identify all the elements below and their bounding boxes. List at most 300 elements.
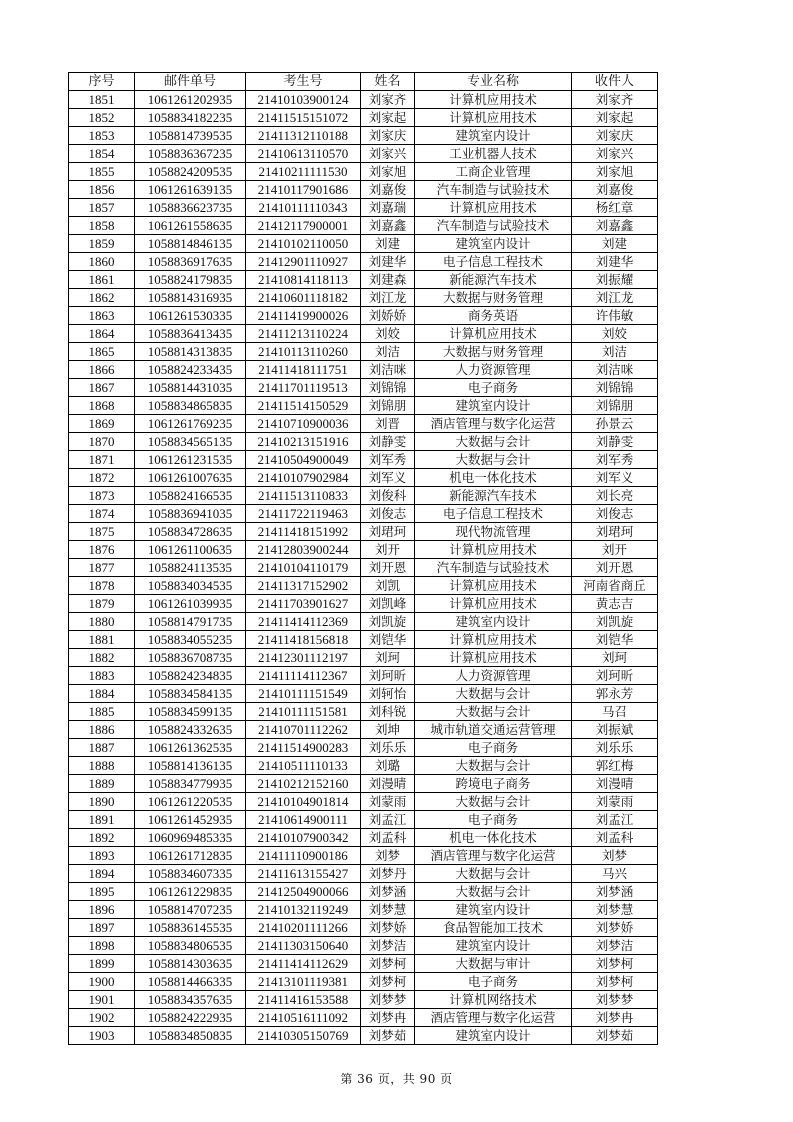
cell-name: 刘俊科 — [361, 487, 415, 505]
cell-name: 刘璐 — [361, 757, 415, 775]
cell-exam-number: 21410117901686 — [246, 181, 361, 199]
cell-exam-number: 21410516111092 — [246, 1009, 361, 1027]
cell-major: 建筑室内设计 — [415, 937, 572, 955]
cell-major: 大数据与会计 — [415, 685, 572, 703]
cell-major: 电子信息工程技术 — [415, 505, 572, 523]
cell-exam-number: 21412504900066 — [246, 883, 361, 901]
cell-mail-number: 1058836623735 — [135, 199, 246, 217]
table-row — [69, 199, 658, 217]
table-row — [69, 955, 658, 973]
cell-name: 刘梦冉 — [361, 1009, 415, 1027]
cell-mail-number: 1061261530335 — [135, 307, 246, 325]
cell-mail-number: 1058824113535 — [135, 559, 246, 577]
table-row — [69, 397, 658, 415]
cell-recipient: 刘家起 — [572, 109, 658, 127]
cell-recipient: 马召 — [572, 703, 658, 721]
cell-mail-number: 1061261362535 — [135, 739, 246, 757]
table-row — [69, 307, 658, 325]
cell-major: 电子商务 — [415, 811, 572, 829]
cell-serial: 1872 — [69, 469, 135, 487]
cell-name: 刘江龙 — [361, 289, 415, 307]
cell-serial: 1892 — [69, 829, 135, 847]
cell-serial: 1894 — [69, 865, 135, 883]
cell-mail-number: 1058824166535 — [135, 487, 246, 505]
cell-exam-number: 21411418151992 — [246, 523, 361, 541]
cell-serial: 1856 — [69, 181, 135, 199]
cell-serial: 1875 — [69, 523, 135, 541]
cell-major: 电子信息工程技术 — [415, 253, 572, 271]
cell-major: 建筑室内设计 — [415, 613, 572, 631]
table-row — [69, 649, 658, 667]
cell-major: 计算机应用技术 — [415, 577, 572, 595]
cell-name: 刘梦柯 — [361, 973, 415, 991]
table-body — [69, 91, 658, 1045]
table-row — [69, 631, 658, 649]
cell-serial: 1857 — [69, 199, 135, 217]
cell-recipient: 刘军秀 — [572, 451, 658, 469]
cell-recipient: 刘锦朋 — [572, 397, 658, 415]
cell-exam-number: 21410511110133 — [246, 757, 361, 775]
cell-mail-number: 1058814739535 — [135, 127, 246, 145]
cell-exam-number: 21410213151916 — [246, 433, 361, 451]
cell-name: 刘娇娇 — [361, 307, 415, 325]
cell-recipient: 许伟敏 — [572, 307, 658, 325]
cell-mail-number: 1061261007635 — [135, 469, 246, 487]
cell-serial: 1866 — [69, 361, 135, 379]
cell-name: 刘乐乐 — [361, 739, 415, 757]
cell-serial: 1852 — [69, 109, 135, 127]
cell-major: 计算机应用技术 — [415, 631, 572, 649]
table-row — [69, 451, 658, 469]
table-row — [69, 433, 658, 451]
cell-recipient: 刘梦梦 — [572, 991, 658, 1009]
cell-serial: 1897 — [69, 919, 135, 937]
table-row — [69, 181, 658, 199]
cell-major: 计算机应用技术 — [415, 109, 572, 127]
cell-exam-number: 21410104901814 — [246, 793, 361, 811]
cell-mail-number: 1058836413435 — [135, 325, 246, 343]
header-serial: 序号 — [69, 73, 135, 91]
cell-mail-number: 1058814136135 — [135, 757, 246, 775]
cell-major: 电子商务 — [415, 379, 572, 397]
cell-serial: 1861 — [69, 271, 135, 289]
cell-major: 大数据与审计 — [415, 955, 572, 973]
cell-recipient: 刘嘉鑫 — [572, 217, 658, 235]
cell-mail-number: 1061261558635 — [135, 217, 246, 235]
cell-name: 刘孟江 — [361, 811, 415, 829]
table-row — [69, 343, 658, 361]
table-row — [69, 487, 658, 505]
cell-mail-number: 1058834357635 — [135, 991, 246, 1009]
cell-name: 刘梦慧 — [361, 901, 415, 919]
table-row — [69, 793, 658, 811]
cell-exam-number: 21412901110927 — [246, 253, 361, 271]
cell-recipient: 刘梦 — [572, 847, 658, 865]
cell-mail-number: 1058814846135 — [135, 235, 246, 253]
cell-recipient: 刘嘉俊 — [572, 181, 658, 199]
table-row — [69, 505, 658, 523]
table-row — [69, 739, 658, 757]
cell-serial: 1863 — [69, 307, 135, 325]
cell-serial: 1870 — [69, 433, 135, 451]
cell-exam-number: 21410710900036 — [246, 415, 361, 433]
cell-major: 城市轨道交通运营管理 — [415, 721, 572, 739]
cell-mail-number: 1058834728635 — [135, 523, 246, 541]
cell-serial: 1880 — [69, 613, 135, 631]
cell-recipient: 刘振斌 — [572, 721, 658, 739]
cell-exam-number: 21411312110188 — [246, 127, 361, 145]
cell-exam-number: 21411514150529 — [246, 397, 361, 415]
table-row — [69, 91, 658, 109]
cell-major: 工业机器人技术 — [415, 145, 572, 163]
cell-mail-number: 1061261712835 — [135, 847, 246, 865]
cell-serial: 1867 — [69, 379, 135, 397]
cell-name: 刘家起 — [361, 109, 415, 127]
table-row — [69, 667, 658, 685]
cell-recipient: 刘梦茹 — [572, 1027, 658, 1045]
header-mail-number: 邮件单号 — [135, 73, 246, 91]
table-row — [69, 991, 658, 1009]
cell-name: 刘嘉俊 — [361, 181, 415, 199]
table-row — [69, 847, 658, 865]
cell-major: 大数据与会计 — [415, 451, 572, 469]
cell-major: 计算机应用技术 — [415, 91, 572, 109]
cell-exam-number: 21410111151581 — [246, 703, 361, 721]
cell-mail-number: 1058834607335 — [135, 865, 246, 883]
cell-major: 计算机应用技术 — [415, 649, 572, 667]
cell-name: 刘俊志 — [361, 505, 415, 523]
cell-name: 刘珂昕 — [361, 667, 415, 685]
cell-exam-number: 21410701112262 — [246, 721, 361, 739]
table-row — [69, 523, 658, 541]
cell-exam-number: 21410305150769 — [246, 1027, 361, 1045]
cell-recipient: 刘珺珂 — [572, 523, 658, 541]
cell-name: 刘开恩 — [361, 559, 415, 577]
cell-name: 刘嘉瑞 — [361, 199, 415, 217]
cell-serial: 1859 — [69, 235, 135, 253]
cell-mail-number: 1061261639135 — [135, 181, 246, 199]
cell-major: 建筑室内设计 — [415, 127, 572, 145]
header-exam-number: 考生号 — [246, 73, 361, 91]
cell-name: 刘嘉鑫 — [361, 217, 415, 235]
cell-recipient: 刘长亮 — [572, 487, 658, 505]
cell-mail-number: 1061261231535 — [135, 451, 246, 469]
cell-exam-number: 21410613110570 — [246, 145, 361, 163]
cell-name: 刘梦丹 — [361, 865, 415, 883]
cell-recipient: 刘静雯 — [572, 433, 658, 451]
cell-name: 刘建森 — [361, 271, 415, 289]
cell-serial: 1902 — [69, 1009, 135, 1027]
table-row — [69, 829, 658, 847]
cell-major: 大数据与财务管理 — [415, 343, 572, 361]
cell-name: 刘坤 — [361, 721, 415, 739]
cell-name: 刘梦柯 — [361, 955, 415, 973]
cell-exam-number: 21412117900001 — [246, 217, 361, 235]
cell-exam-number: 21410132119249 — [246, 901, 361, 919]
cell-serial: 1887 — [69, 739, 135, 757]
cell-mail-number: 1058834034535 — [135, 577, 246, 595]
cell-name: 刘梦涵 — [361, 883, 415, 901]
header-recipient: 收件人 — [572, 73, 658, 91]
cell-name: 刘家兴 — [361, 145, 415, 163]
cell-major: 建筑室内设计 — [415, 397, 572, 415]
cell-serial: 1877 — [69, 559, 135, 577]
cell-recipient: 刘梦娇 — [572, 919, 658, 937]
cell-exam-number: 21412301112197 — [246, 649, 361, 667]
cell-exam-number: 21411513110833 — [246, 487, 361, 505]
table-row — [69, 595, 658, 613]
table-row — [69, 289, 658, 307]
cell-mail-number: 1058834806535 — [135, 937, 246, 955]
cell-recipient: 刘孟江 — [572, 811, 658, 829]
table-row — [69, 919, 658, 937]
cell-serial: 1884 — [69, 685, 135, 703]
cell-mail-number: 1061261452935 — [135, 811, 246, 829]
cell-major: 计算机应用技术 — [415, 199, 572, 217]
cell-major: 商务英语 — [415, 307, 572, 325]
cell-name: 刘梦梦 — [361, 991, 415, 1009]
table-row — [69, 901, 658, 919]
cell-recipient: 刘梦冉 — [572, 1009, 658, 1027]
cell-mail-number: 1061261039935 — [135, 595, 246, 613]
cell-exam-number: 21410103900124 — [246, 91, 361, 109]
table-row — [69, 253, 658, 271]
cell-exam-number: 21411515151072 — [246, 109, 361, 127]
cell-recipient: 刘建华 — [572, 253, 658, 271]
cell-recipient: 刘开恩 — [572, 559, 658, 577]
cell-name: 刘晋 — [361, 415, 415, 433]
cell-mail-number: 1058824179835 — [135, 271, 246, 289]
cell-name: 刘漫晴 — [361, 775, 415, 793]
cell-recipient: 刘孟科 — [572, 829, 658, 847]
cell-exam-number: 21411114112367 — [246, 667, 361, 685]
table-row — [69, 559, 658, 577]
cell-recipient: 刘振耀 — [572, 271, 658, 289]
cell-major: 计算机应用技术 — [415, 595, 572, 613]
cell-exam-number: 21411418156818 — [246, 631, 361, 649]
cell-serial: 1868 — [69, 397, 135, 415]
cell-recipient: 刘乐乐 — [572, 739, 658, 757]
table-row — [69, 1009, 658, 1027]
cell-serial: 1901 — [69, 991, 135, 1009]
cell-mail-number: 1058836917635 — [135, 253, 246, 271]
cell-name: 刘姣 — [361, 325, 415, 343]
cell-major: 新能源汽车技术 — [415, 487, 572, 505]
table-row — [69, 865, 658, 883]
table-row — [69, 1027, 658, 1045]
table-row — [69, 325, 658, 343]
cell-mail-number: 1058824233435 — [135, 361, 246, 379]
cell-exam-number: 21411303150640 — [246, 937, 361, 955]
cell-serial: 1865 — [69, 343, 135, 361]
cell-name: 刘洁 — [361, 343, 415, 361]
table-row — [69, 883, 658, 901]
cell-name: 刘军义 — [361, 469, 415, 487]
cell-recipient: 刘俊志 — [572, 505, 658, 523]
cell-recipient: 河南省商丘 — [572, 577, 658, 595]
cell-name: 刘轲怡 — [361, 685, 415, 703]
cell-major: 机电一体化技术 — [415, 469, 572, 487]
cell-serial: 1886 — [69, 721, 135, 739]
cell-major: 酒店管理与数字化运营 — [415, 1009, 572, 1027]
cell-mail-number: 1058824332635 — [135, 721, 246, 739]
table-row — [69, 541, 658, 559]
cell-exam-number: 21410111110343 — [246, 199, 361, 217]
cell-name: 刘孟科 — [361, 829, 415, 847]
cell-mail-number: 1061261220535 — [135, 793, 246, 811]
cell-name: 刘凯旋 — [361, 613, 415, 631]
cell-mail-number: 1058834865835 — [135, 397, 246, 415]
table-row — [69, 757, 658, 775]
cell-name: 刘锦锦 — [361, 379, 415, 397]
table-row — [69, 721, 658, 739]
cell-exam-number: 21410201111266 — [246, 919, 361, 937]
cell-mail-number: 1058836708735 — [135, 649, 246, 667]
cell-exam-number: 21410107902984 — [246, 469, 361, 487]
cell-recipient: 刘开 — [572, 541, 658, 559]
cell-recipient: 刘家庆 — [572, 127, 658, 145]
cell-exam-number: 21410601118182 — [246, 289, 361, 307]
cell-serial: 1874 — [69, 505, 135, 523]
header-row — [69, 73, 658, 91]
cell-recipient: 刘铠华 — [572, 631, 658, 649]
cell-recipient: 马兴 — [572, 865, 658, 883]
cell-mail-number: 1058834182235 — [135, 109, 246, 127]
cell-major: 计算机应用技术 — [415, 541, 572, 559]
cell-serial: 1890 — [69, 793, 135, 811]
cell-name: 刘铠华 — [361, 631, 415, 649]
cell-serial: 1878 — [69, 577, 135, 595]
cell-exam-number: 21410504900049 — [246, 451, 361, 469]
cell-recipient: 刘家旭 — [572, 163, 658, 181]
cell-major: 大数据与财务管理 — [415, 289, 572, 307]
cell-exam-number: 21410111151549 — [246, 685, 361, 703]
cell-name: 刘开 — [361, 541, 415, 559]
cell-mail-number: 1058824209535 — [135, 163, 246, 181]
cell-mail-number: 1058836941035 — [135, 505, 246, 523]
cell-serial: 1854 — [69, 145, 135, 163]
table-row — [69, 235, 658, 253]
cell-name: 刘梦 — [361, 847, 415, 865]
cell-serial: 1871 — [69, 451, 135, 469]
cell-serial: 1864 — [69, 325, 135, 343]
cell-name: 刘梦茹 — [361, 1027, 415, 1045]
cell-serial: 1899 — [69, 955, 135, 973]
cell-mail-number: 1058814707235 — [135, 901, 246, 919]
cell-exam-number: 21411419900026 — [246, 307, 361, 325]
cell-name: 刘梦娇 — [361, 919, 415, 937]
header-name: 姓名 — [361, 73, 415, 91]
table-row — [69, 361, 658, 379]
cell-recipient: 刘建 — [572, 235, 658, 253]
cell-major: 大数据与会计 — [415, 883, 572, 901]
table-row — [69, 577, 658, 595]
cell-exam-number: 21411110900186 — [246, 847, 361, 865]
cell-name: 刘家庆 — [361, 127, 415, 145]
table-row — [69, 415, 658, 433]
cell-name: 刘建华 — [361, 253, 415, 271]
cell-mail-number: 1058824222935 — [135, 1009, 246, 1027]
cell-name: 刘家齐 — [361, 91, 415, 109]
cell-exam-number: 21410102110050 — [246, 235, 361, 253]
cell-exam-number: 21410104110179 — [246, 559, 361, 577]
cell-recipient: 孙景云 — [572, 415, 658, 433]
table-row — [69, 145, 658, 163]
cell-mail-number: 1061261202935 — [135, 91, 246, 109]
cell-exam-number: 21411722119463 — [246, 505, 361, 523]
cell-name: 刘珂 — [361, 649, 415, 667]
cell-mail-number: 1058814313835 — [135, 343, 246, 361]
cell-exam-number: 21411414112369 — [246, 613, 361, 631]
page-number: 第 36 页，共 90 页 — [340, 1072, 453, 1086]
cell-name: 刘凯峰 — [361, 595, 415, 613]
cell-serial: 1883 — [69, 667, 135, 685]
cell-mail-number: 1058814303635 — [135, 955, 246, 973]
cell-mail-number: 1061261100635 — [135, 541, 246, 559]
cell-major: 计算机网络技术 — [415, 991, 572, 1009]
cell-mail-number: 1058836367235 — [135, 145, 246, 163]
cell-exam-number: 21411416153588 — [246, 991, 361, 1009]
table-row — [69, 811, 658, 829]
cell-name: 刘凯 — [361, 577, 415, 595]
cell-mail-number: 1058814466335 — [135, 973, 246, 991]
cell-recipient: 郭永芳 — [572, 685, 658, 703]
cell-serial: 1851 — [69, 91, 135, 109]
cell-major: 食品智能加工技术 — [415, 919, 572, 937]
cell-serial: 1885 — [69, 703, 135, 721]
cell-exam-number: 21411703901627 — [246, 595, 361, 613]
cell-exam-number: 21411213110224 — [246, 325, 361, 343]
cell-serial: 1903 — [69, 1027, 135, 1045]
cell-exam-number: 21411514900283 — [246, 739, 361, 757]
cell-recipient: 刘珂昕 — [572, 667, 658, 685]
cell-mail-number: 1058834850835 — [135, 1027, 246, 1045]
cell-mail-number: 1058814316935 — [135, 289, 246, 307]
cell-recipient: 刘锦锦 — [572, 379, 658, 397]
cell-major: 建筑室内设计 — [415, 901, 572, 919]
cell-mail-number: 1058814431035 — [135, 379, 246, 397]
cell-recipient: 刘姣 — [572, 325, 658, 343]
cell-mail-number: 1058824234835 — [135, 667, 246, 685]
cell-exam-number: 21410107900342 — [246, 829, 361, 847]
cell-name: 刘科锐 — [361, 703, 415, 721]
cell-serial: 1873 — [69, 487, 135, 505]
cell-exam-number: 21411418111751 — [246, 361, 361, 379]
cell-serial: 1876 — [69, 541, 135, 559]
cell-recipient: 刘家齐 — [572, 91, 658, 109]
cell-major: 酒店管理与数字化运营 — [415, 415, 572, 433]
cell-recipient: 刘梦柯 — [572, 955, 658, 973]
cell-mail-number: 1060969485335 — [135, 829, 246, 847]
cell-exam-number: 21411414112629 — [246, 955, 361, 973]
cell-recipient: 杨红章 — [572, 199, 658, 217]
cell-major: 大数据与会计 — [415, 433, 572, 451]
cell-serial: 1889 — [69, 775, 135, 793]
cell-exam-number: 21410211111530 — [246, 163, 361, 181]
cell-serial: 1891 — [69, 811, 135, 829]
cell-serial: 1893 — [69, 847, 135, 865]
cell-major: 电子商务 — [415, 973, 572, 991]
cell-mail-number: 1061261769235 — [135, 415, 246, 433]
cell-serial: 1862 — [69, 289, 135, 307]
cell-name: 刘洁咪 — [361, 361, 415, 379]
cell-name: 刘锦朋 — [361, 397, 415, 415]
table-row — [69, 775, 658, 793]
cell-mail-number: 1058834779935 — [135, 775, 246, 793]
table-row — [69, 703, 658, 721]
cell-mail-number: 1058814791735 — [135, 613, 246, 631]
table-row — [69, 937, 658, 955]
